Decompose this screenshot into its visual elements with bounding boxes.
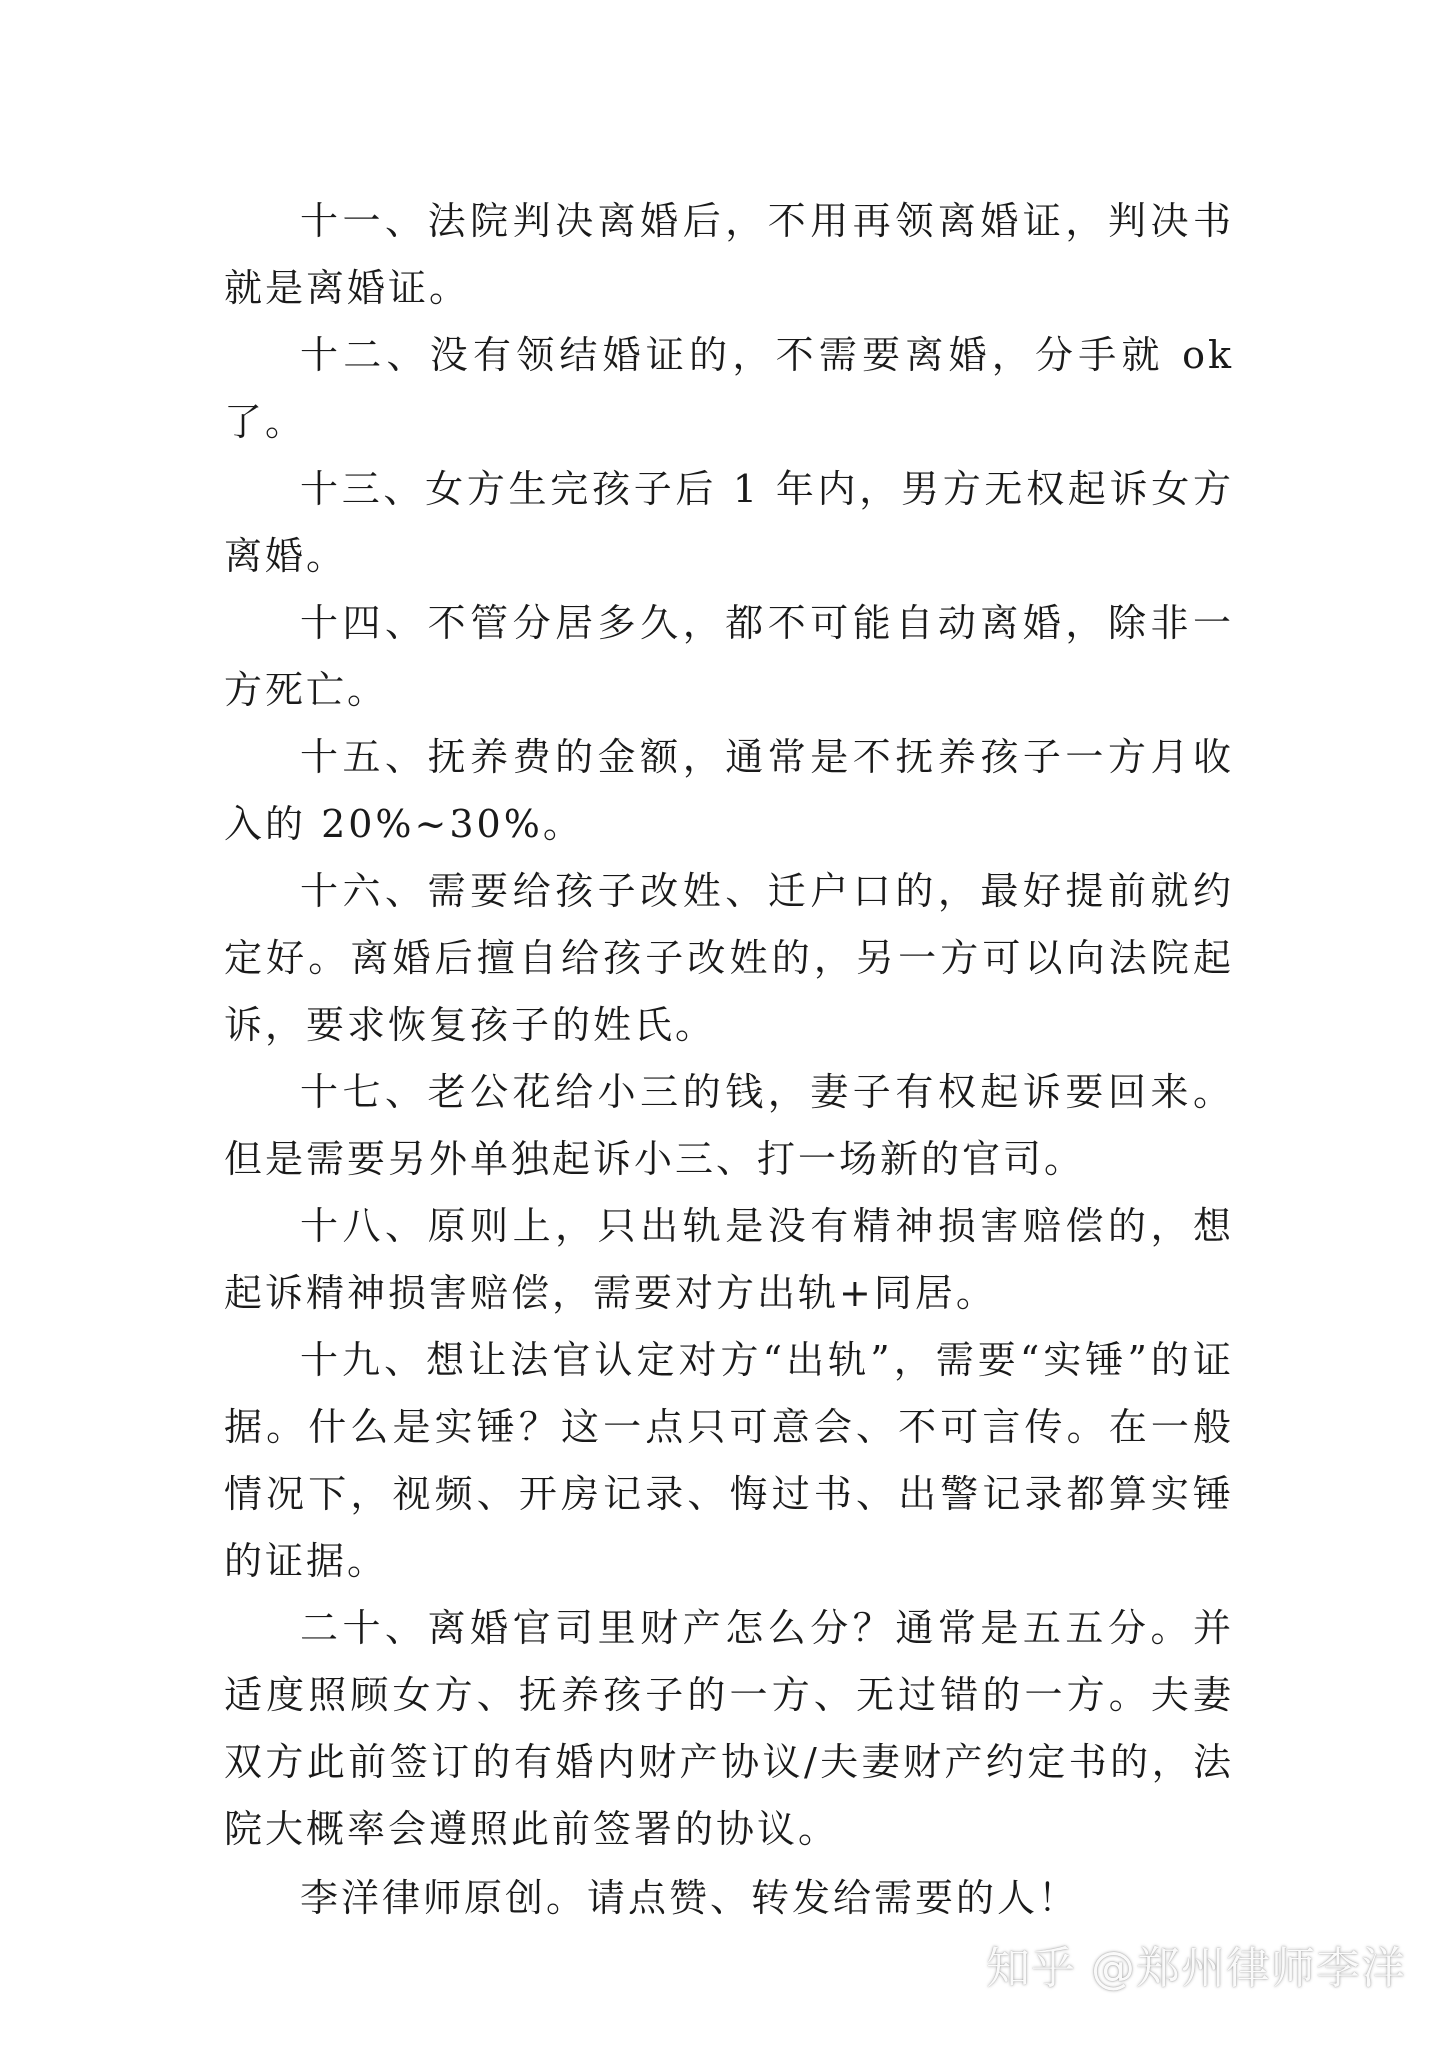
closing-note: 李洋律师原创。请点赞、转发给需要的人！ — [300, 1876, 1080, 1920]
paragraph-14: 十四、不管分居多久，都不可能自动离婚，除非一方死亡。 — [224, 601, 1234, 712]
paragraph-12: 十二、没有领结婚证的，不需要离婚，分手就 ok 了。 — [224, 333, 1234, 444]
paragraph-17: 十七、老公花给小三的钱，妻子有权起诉要回来。但是需要另外单独起诉小三、打一场新的官司。 — [224, 1070, 1234, 1181]
zhihu-watermark: 知乎 @郑州律师李洋 — [986, 1943, 1406, 1994]
paragraph-18: 十八、原则上，只出轨是没有精神损害赔偿的，想起诉精神损害赔偿，需要对方出轨+同居。 — [224, 1204, 1234, 1315]
paragraph-13: 十三、女方生完孩子后 1 年内，男方无权起诉女方离婚。 — [224, 467, 1234, 578]
paragraph-15: 十五、抚养费的金额，通常是不抚养孩子一方月收入的 20%~30%。 — [224, 735, 1234, 846]
paragraph-11: 十一、法院判决离婚后，不用再领离婚证，判决书就是离婚证。 — [224, 199, 1234, 310]
paragraph-20: 二十、离婚官司里财产怎么分？通常是五五分。并适度照顾女方、抚养孩子的一方、无过错的一方。夫妻双方此前签订的有婚内财产协议/夫妻财产约定书的，法院大概率会遵照此前签署的协议。 — [224, 1606, 1234, 1851]
paragraph-19: 十九、想让法官认定对方“出轨”，需要“实锤”的证据。什么是实锤？这一点只可意会、不可言传。在一般情况下，视频、开房记录、悔过书、出警记录都算实锤的证据。 — [224, 1338, 1234, 1583]
document-body — [224, 188, 1234, 1932]
paragraph-16: 十六、需要给孩子改姓、迁户口的，最好提前就约定好。离婚后擅自给孩子改姓的，另一方可以向法院起诉，要求恢复孩子的姓氏。 — [224, 869, 1234, 1047]
